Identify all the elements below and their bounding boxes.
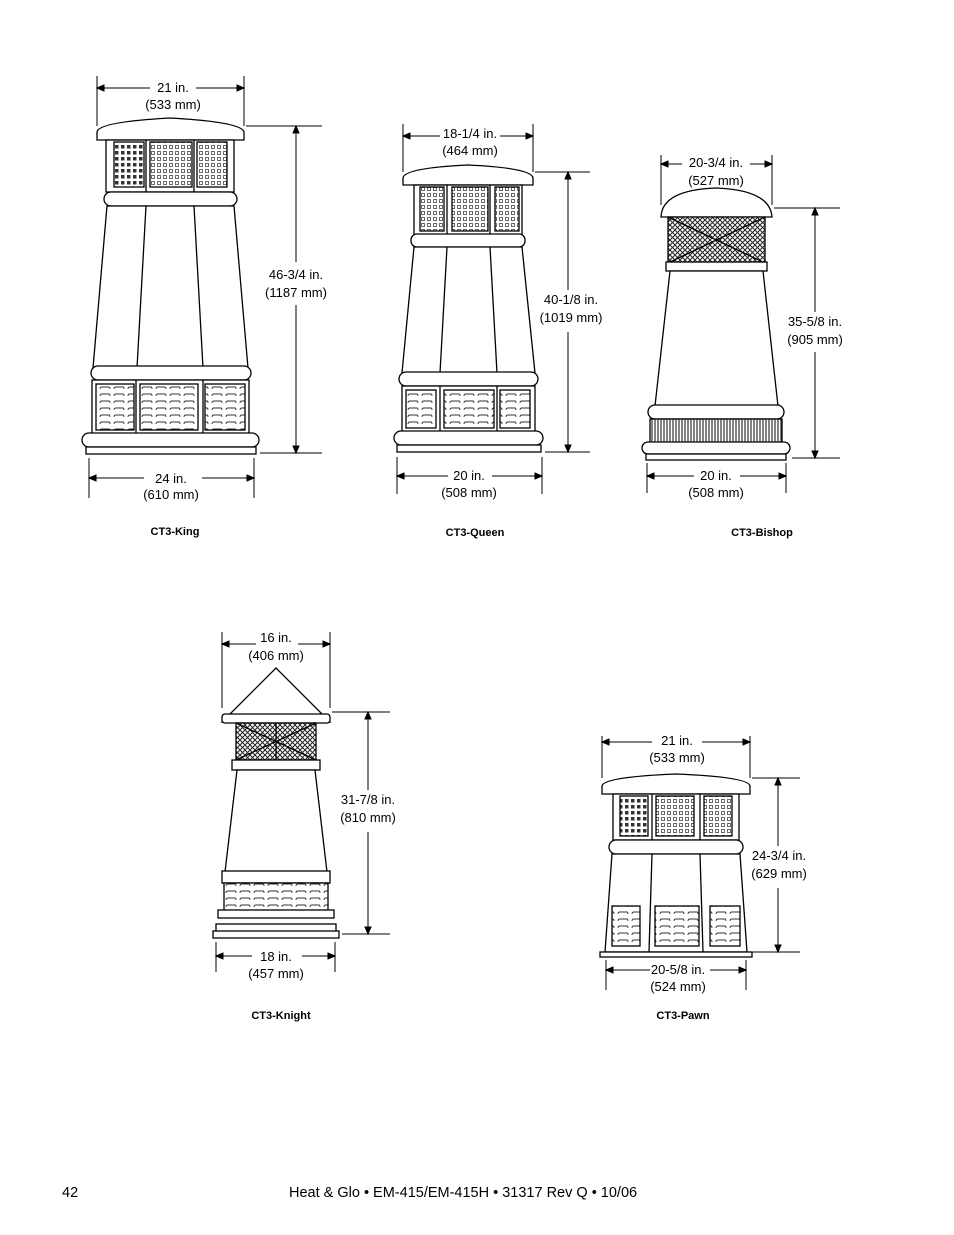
ct3-pawn-drawing	[600, 774, 752, 957]
ct3-king-drawing	[82, 118, 259, 454]
king-base-width-mm: (610 mm)	[143, 487, 199, 502]
page-number: 42	[62, 1185, 79, 1201]
pawn-height-in: 24-3/4 in.	[751, 848, 807, 863]
king-height-in: 46-3/4 in.	[268, 267, 324, 282]
queen-base-width-mm: (508 mm)	[441, 485, 497, 500]
knight-height-mm: (810 mm)	[340, 810, 396, 825]
king-height-mm: (1187 mm)	[265, 285, 327, 300]
footer-document-info: Heat & Glo • EM-415/EM-415H • 31317 Rev Q • 10/06	[289, 1185, 638, 1201]
bishop-height-in: 35-5/8 in.	[787, 314, 843, 329]
pawn-height-mm: (629 mm)	[751, 866, 807, 881]
pawn-base-width-in: 20-5/8 in.	[650, 962, 706, 977]
queen-base-width-in: 20 in.	[453, 468, 485, 483]
queen-height-in: 40-1/8 in.	[543, 292, 599, 307]
knight-top-width-mm: (406 mm)	[248, 648, 304, 663]
pawn-top-width-in: 21 in.	[661, 733, 693, 748]
bishop-top-width-mm: (527 mm)	[688, 173, 744, 188]
ct3-bishop-drawing	[642, 188, 790, 460]
bishop-base-width-mm: (508 mm)	[688, 485, 744, 500]
knight-base-width-mm: (457 mm)	[248, 966, 304, 981]
knight-top-width-in: 16 in.	[260, 630, 292, 645]
king-top-width-in: 21 in.	[157, 80, 189, 95]
king-top-width-mm: (533 mm)	[145, 97, 201, 112]
bishop-top-width-in: 20-3/4 in.	[688, 155, 744, 170]
king-base-width-in: 24 in.	[155, 471, 187, 486]
king-caption: CT3-King	[150, 526, 200, 538]
queen-top-width-mm: (464 mm)	[442, 143, 498, 158]
pawn-top-width-mm: (533 mm)	[649, 750, 705, 765]
ct3-queen-drawing	[394, 165, 543, 452]
knight-base-width-in: 18 in.	[260, 949, 292, 964]
pawn-base-width-mm: (524 mm)	[650, 979, 706, 994]
queen-top-width-in: 18-1/4 in.	[442, 126, 498, 141]
queen-height-mm: (1019 mm)	[539, 310, 603, 325]
pawn-caption: CT3-Pawn	[656, 1010, 710, 1022]
queen-caption: CT3-Queen	[445, 527, 505, 539]
knight-height-in: 31-7/8 in.	[340, 792, 396, 807]
bishop-height-mm: (905 mm)	[787, 332, 843, 347]
bishop-caption: CT3-Bishop	[731, 527, 793, 539]
ct3-knight-drawing	[213, 668, 339, 938]
bishop-base-width-in: 20 in.	[700, 468, 732, 483]
knight-caption: CT3-Knight	[251, 1010, 311, 1022]
